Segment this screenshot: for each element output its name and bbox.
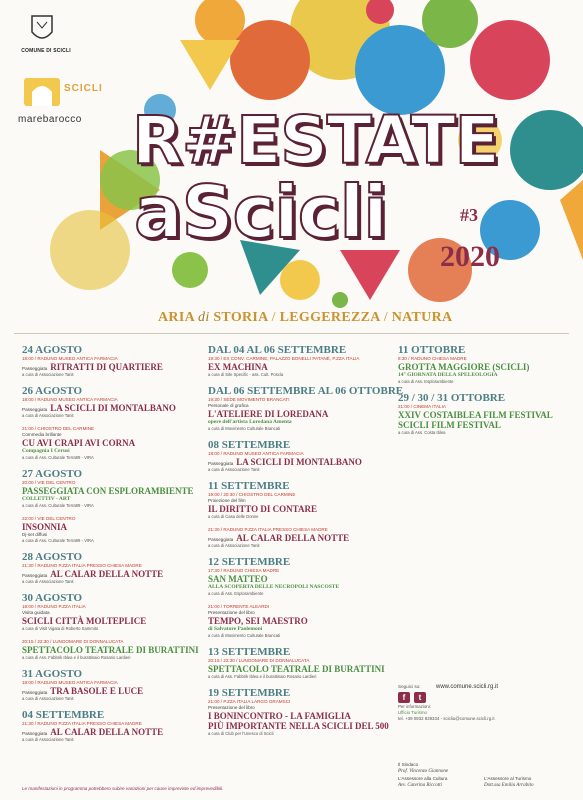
culture-name: Avv. Caterina Riccotti: [398, 783, 442, 788]
event: [208, 646, 386, 680]
main-title-line2: aScicli: [134, 170, 387, 254]
event: [22, 709, 192, 743]
event: [22, 668, 192, 702]
event-kind: Visita guidata: [22, 610, 50, 615]
event-title: AL CALAR DELLA NOTTE: [50, 727, 164, 737]
event-time-place: 18:00 / RADUNO MUSEO ANTICA FARMACIA: [22, 680, 118, 685]
disclaimer-note: Le manifestazioni in programma potrebbero subire variazioni per cause impreviste ed imprevedibili.: [22, 786, 224, 791]
contacts: tel. +39 0932 839334 - scicliu@comune.scicli.rg.it: [398, 716, 495, 721]
event-title: L'ATELIERE DI LOREDANA: [208, 409, 329, 419]
event-title: TRA BASOLE E LUCE: [50, 686, 144, 696]
event-subtitle: 14° GIORNATA DELLA SPELEOLOGIA: [398, 372, 498, 378]
main-title-line1: R#ESTATE: [132, 102, 499, 179]
event-kind: Passeggiata: [22, 690, 48, 695]
event-title-row: [22, 569, 192, 579]
event-title-line2: SCICLI FILM FESTIVAL: [398, 420, 501, 430]
brand-tagline: marebarocco: [18, 114, 82, 125]
facebook-icon[interactable]: f: [398, 692, 410, 703]
event-date: 11 SETTEMBRE: [208, 480, 290, 492]
program-column-1: [22, 344, 199, 750]
event: [208, 439, 386, 473]
event-date: 27 AGOSTO: [22, 468, 83, 480]
tagline-di: di: [198, 310, 210, 325]
event: [208, 480, 386, 520]
event-date: 11 OTTOBRE: [398, 344, 466, 356]
event-organizer: a cura di Ass. Fabbrik Iblea e il burattinaio Rosario Lardieri: [208, 674, 317, 679]
event-time-place: 17:30 / RADUNO CHIESA MADRE: [208, 568, 280, 573]
event-kind: Presentazione del libro: [208, 610, 255, 615]
event-organizer: a cura di Ass. Culturale Terra99 - VIRA: [22, 538, 94, 543]
event-kind: Passeggiata: [208, 461, 234, 466]
signature-culture: [398, 776, 447, 789]
program-column-2: [208, 344, 404, 744]
event-title: SPETTACOLO TEATRALE DI BURATTINI: [208, 664, 385, 674]
event-title-row: [208, 457, 386, 467]
event: [398, 392, 568, 436]
tagline-leggerezza: LEGGEREZZA: [279, 310, 380, 325]
year: 2020: [440, 240, 500, 273]
event-organizer: a cura di Movimento Culturale Brancati: [208, 426, 281, 431]
event-organizer: a cura di Ass. Fabbrik Iblea e il burattinaio Rosario Lardieri: [22, 655, 131, 660]
event-title: RITRATTI DI QUARTIERE: [50, 362, 163, 372]
event-time-place: 22:00 / VIE DEL CENTRO: [22, 516, 76, 521]
event-subtitle: Compagnia I Cerusi: [22, 448, 70, 454]
event-kind: Personale di grafica: [208, 403, 249, 408]
event-organizer: a cura di Ass. Esplorambiente: [208, 591, 264, 596]
event-organizer: a cura di Visit Vigata di Roberto Sammito: [22, 626, 99, 631]
info-label: Per informazioni:: [398, 704, 431, 709]
event-time-place: 20:15 / 22:30 / LUNGOMARE DI DONNALUCATA: [22, 639, 124, 644]
tagline-aria: ARIA: [158, 310, 195, 325]
edition-number: #3: [460, 205, 478, 225]
event-title: LA SCICLI DI MONTALBANO: [50, 403, 176, 413]
twitter-icon[interactable]: t: [414, 692, 426, 703]
info-block: [398, 704, 495, 722]
event-organizer: a cura di Movimento Culturale Brancati: [208, 633, 281, 638]
event-title: CU AVI CRAPI AVI CORNA: [22, 438, 136, 448]
event-kind: Passeggiata: [22, 366, 48, 371]
event-subtitle: opere dell'artista Loredana Amenta: [208, 419, 292, 425]
event-organizer: a cura di Ass. Culturale Terra99 - VIRA: [22, 455, 94, 460]
event-time-place: 21:00 / CHIOSTRO DEL CARMINE: [22, 426, 95, 431]
event-title: AL CALAR DELLA NOTTE: [50, 569, 164, 579]
event-title: INSONNIA: [22, 522, 68, 532]
divider: [14, 333, 569, 334]
event-organizer: a cura di Associazione Tanit: [22, 579, 74, 584]
tagline: [158, 310, 452, 326]
event-time-place: 21:30 / RADUNO P.ZZA ITALIA PRESSO CHIESA MADRE: [22, 563, 142, 568]
event-title-line2: PIÙ IMPORTANTE NELLA SCICLI DEL 500: [208, 721, 389, 731]
event-title: SPETTACOLO TEATRALE DI BURATTINI: [22, 645, 199, 655]
tourism-name: Dott.ssa Emilia Arrabito: [484, 783, 534, 788]
tagline-storia: STORIA: [213, 310, 268, 325]
event-organizer: a cura di Site Specific - ass. Cult. Poscla: [208, 372, 284, 377]
event-title: XXIV COSTAIBLEA FILM FESTIVAL: [398, 410, 553, 420]
event-title: PASSEGGIATA CON ESPLORAMBIENTE: [22, 486, 194, 496]
event-organizer: a cura di Ass. Costa Iblea: [398, 430, 446, 435]
event-title-row: [208, 533, 386, 543]
event-time-place: 19:30 / SEDE MOVIMENTO BRANCATI: [208, 397, 290, 402]
event: [22, 639, 199, 661]
event-title: AL CALAR DELLA NOTTE: [236, 533, 350, 543]
event-date: 12 SETTEMBRE: [208, 556, 291, 568]
event: [22, 385, 192, 419]
event: [22, 516, 192, 544]
scicli-logo-icon: [22, 76, 62, 108]
event-date: 13 SETTEMBRE: [208, 646, 291, 658]
event-title: GROTTA MAGGIORE (SCICLI): [398, 362, 530, 372]
follow-label: Seguici su:: [398, 684, 421, 689]
event-kind: Passeggiata: [22, 731, 48, 736]
tourism-role: L'Assessore al Turismo: [484, 776, 532, 781]
event-organizer: a cura di Associazione Tanit: [208, 467, 260, 472]
event: [208, 385, 404, 432]
tagline-natura: NATURA: [391, 310, 453, 325]
event-organizer: a cura di Club per l'Unesco di Scicli: [208, 731, 274, 736]
event-time-place: 21:30 / RADUNO P.ZZA ITALIA PRESSO CHIESA MADRE: [208, 527, 328, 532]
office-name: Ufficio Turismo: [398, 710, 427, 715]
event-organizer: a cura di Associazione Tanit: [22, 372, 74, 377]
event-date: DAL 04 AL 06 SETTEMBRE: [208, 344, 347, 356]
event-date: 19 SETTEMBRE: [208, 687, 291, 699]
brand-name: SCICLI: [64, 83, 103, 94]
event-title-row: [22, 727, 192, 737]
event: [22, 344, 192, 378]
event-time-place: 19:00 / 20:30 / CHIOSTRO DEL CARMINE: [208, 492, 296, 497]
event-date: DAL 06 SETTEMBRE AL 06 OTTOBRE: [208, 385, 404, 397]
event: [22, 551, 192, 585]
event: [22, 592, 192, 632]
event-kind: Dj-set diffusi: [22, 532, 48, 537]
event-kind: Commedia brillante: [22, 432, 62, 437]
event-title: SAN MATTEO: [208, 574, 268, 584]
event-title: LA SCICLI DI MONTALBANO: [236, 457, 362, 467]
event-time-place: 19:30 / EX CONV. CARMINE, PALAZZO BONELLI PATANÈ, P.ZZA ITALIA: [208, 356, 360, 361]
event-time-place: 8:30 / RADUNO CHIESA MADRE: [398, 356, 467, 361]
event: [208, 687, 389, 737]
event-organizer: a cura di Associazione Tanit: [208, 543, 260, 548]
event-kind: Proiezione del film: [208, 498, 246, 503]
event-time-place: 18:00 / RADUNO P.ZZA ITALIA: [22, 604, 86, 609]
tagline-separator: /: [271, 310, 276, 325]
event-subtitle: COLLETTIV - ART: [22, 496, 71, 502]
event-title-row: [22, 362, 192, 372]
mayor-role: Il Sindaco: [398, 762, 419, 767]
signature-mayor: [398, 762, 448, 775]
event-organizer: a cura di Associazione Tanit: [22, 696, 74, 701]
event-subtitle: ALLA SCOPERTA DELLE NECROPOLI NASCOSTE: [208, 584, 340, 590]
event-date: 08 SETTEMBRE: [208, 439, 291, 451]
event-kind: Presentazione del libro: [208, 705, 255, 710]
comune-label: COMUNE DI SCICLI: [21, 48, 71, 54]
event-date: 24 AGOSTO: [22, 344, 83, 356]
event-time-place: 21:00 / CINEMA ITALIA: [398, 404, 446, 409]
event-title: TEMPO, SEI MAESTRO: [208, 616, 308, 626]
event-date: 04 SETTEMBRE: [22, 709, 105, 721]
event-title: SCICLI CITTÀ MOLTEPLICE: [22, 616, 147, 626]
event-organizer: a cura di Casa delle Donne: [208, 514, 259, 519]
event-time-place: 20:00 / VIE DEL CENTRO: [22, 480, 76, 485]
event-title: EX MACHINA: [208, 362, 268, 372]
event-organizer: a cura di Ass. Esplorambiente: [398, 379, 454, 384]
event-date: 31 AGOSTO: [22, 668, 83, 680]
event-time-place: 18:00 / RADUNO MUSEO ANTICA FARMACIA: [208, 451, 304, 456]
event-title: I BONINCONTRO - LA FAMIGLIA: [208, 711, 351, 721]
event-date: 28 AGOSTO: [22, 551, 83, 563]
event-subtitle: di Salvatore Paolemoni: [208, 626, 263, 632]
mayor-name: Prof. Vincenzo Giannone: [398, 769, 449, 774]
event: [208, 527, 386, 549]
program-column-3: [398, 344, 568, 443]
event-time-place: 20:15 / 22:30 / LUNGOMARE DI DONNALUCATA: [208, 658, 310, 663]
event-date: 29 / 30 / 31 OTTOBRE: [398, 392, 506, 404]
event: [208, 604, 386, 639]
signature-tourism: [484, 776, 534, 789]
event-kind: Passeggiata: [22, 407, 48, 412]
event-time-place: 18:00 / RADUNO MUSEO ANTICA FARMACIA: [22, 397, 118, 402]
event: [22, 468, 192, 509]
coat-of-arms-icon: [24, 14, 60, 46]
event-title: IL DIRITTO DI CONTARE: [208, 504, 317, 514]
event-organizer: a cura di Associazione Tanit: [22, 737, 74, 742]
event-date: 30 AGOSTO: [22, 592, 83, 604]
event-time-place: 21:30 / RADUNO P.ZZA ITALIA PRESSO CHIESA MADRE: [22, 721, 142, 726]
event-kind: Passeggiata: [22, 573, 48, 578]
event-title-row: [22, 686, 192, 696]
event-organizer: a cura di Associazione Tanit: [22, 413, 74, 418]
event-time-place: 21:00 / TORRENTE ALEARDI: [208, 604, 270, 609]
culture-role: L'Assessore alla Cultura: [398, 776, 448, 781]
event-organizer: a cura di Ass. Culturale Terra99 - VIRA: [22, 503, 94, 508]
event-title-row: [22, 403, 192, 413]
website-link[interactable]: www.comune.scicli.rg.it: [436, 684, 499, 690]
event: [208, 556, 386, 597]
tagline-separator: /: [383, 310, 388, 325]
event: [22, 426, 192, 461]
event: [398, 344, 568, 385]
event: [208, 344, 386, 378]
event-date: 26 AGOSTO: [22, 385, 83, 397]
event-time-place: 18:00 / RADUNO MUSEO ANTICA FARMACIA: [22, 356, 118, 361]
event-kind: Passeggiata: [208, 537, 234, 542]
event-time-place: 21:00 / P.ZZA ITALIA LARGO GRAMSCI: [208, 699, 291, 704]
